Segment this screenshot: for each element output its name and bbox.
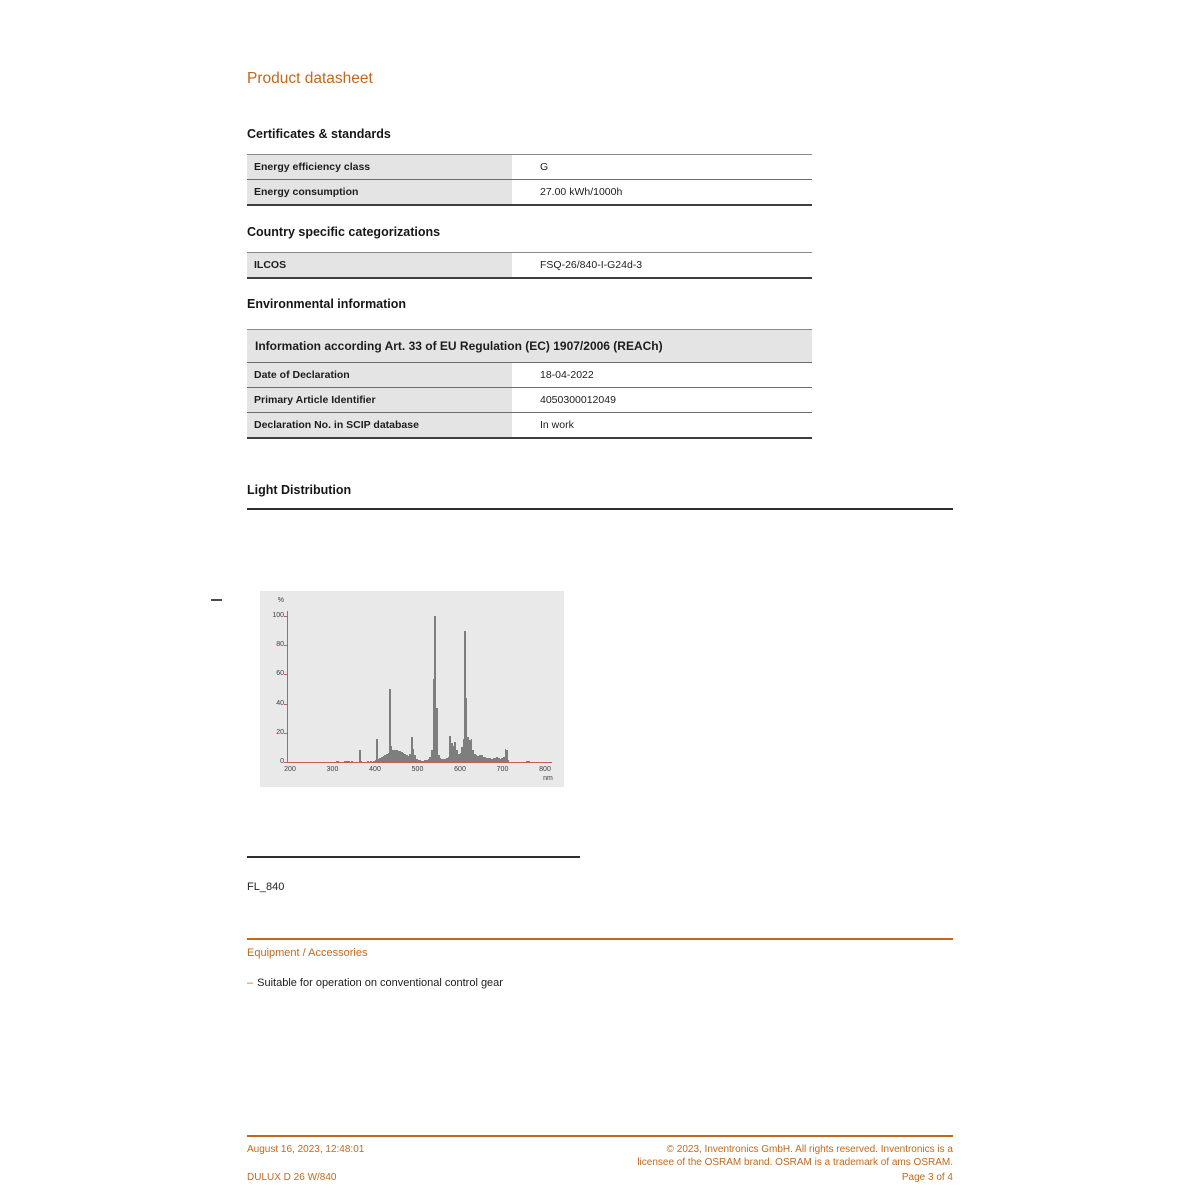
row-value: 27.00 kWh/1000h xyxy=(540,186,623,198)
table-row xyxy=(247,412,812,437)
country-table xyxy=(247,252,812,279)
x-tick-label: 500 xyxy=(411,766,424,773)
y-tick-mark xyxy=(284,616,287,617)
row-value: 18-04-2022 xyxy=(540,369,594,381)
light-distribution-heading: Light Distribution xyxy=(247,483,352,497)
y-tick-label: 80 xyxy=(276,641,284,649)
y-tick-mark xyxy=(284,645,287,646)
footer-copyright xyxy=(533,1143,953,1169)
row-value: G xyxy=(540,161,549,173)
table-row xyxy=(247,387,812,412)
row-value: In work xyxy=(540,419,574,431)
page-title: Product datasheet xyxy=(247,70,373,87)
row-value: FSQ-26/840-I-G24d-3 xyxy=(540,259,643,271)
equipment-item-text: Suitable for operation on conventional control gear xyxy=(257,977,503,989)
row-label: Primary Article Identifier xyxy=(247,388,512,412)
footer-date: August 16, 2023, 12:48:01 xyxy=(247,1144,365,1155)
y-tick-label: 20 xyxy=(276,728,284,736)
x-tick-label: 700 xyxy=(496,766,509,773)
y-axis-unit: % xyxy=(277,597,284,604)
y-axis-line xyxy=(287,611,288,763)
table-row xyxy=(247,179,812,204)
y-tick-mark xyxy=(284,733,287,734)
spectrum-bar xyxy=(508,760,510,762)
caption-divider xyxy=(247,856,580,858)
table-row xyxy=(247,363,812,387)
y-tick-label: 0 xyxy=(280,758,284,765)
footer-product: DULUX D 26 W/840 xyxy=(247,1172,337,1183)
equipment-heading: Equipment / Accessories xyxy=(247,947,368,959)
spectral-distribution-chart xyxy=(260,591,564,787)
environmental-heading: Environmental information xyxy=(247,297,407,311)
reach-subheading: Information according Art. 33 of EU Regulation (EC) 1907/2006 (REACh) xyxy=(247,330,812,363)
row-label: Energy efficiency class xyxy=(247,155,512,179)
footer-copyright-line2: licensee of the OSRAM brand. OSRAM is a trademark of ams OSRAM. xyxy=(637,1157,953,1168)
row-value: 4050300012049 xyxy=(540,394,616,406)
y-tick-mark xyxy=(284,704,287,705)
spectrum-bar xyxy=(361,761,363,762)
y-tick-mark xyxy=(284,762,287,763)
chart-caption: FL_840 xyxy=(247,881,285,893)
certificates-table xyxy=(247,154,812,206)
y-tick-label: 60 xyxy=(276,670,284,678)
row-label: Date of Declaration xyxy=(247,363,512,387)
y-tick-mark xyxy=(284,674,287,675)
table-row xyxy=(247,155,812,179)
certificates-heading: Certificates & standards xyxy=(247,127,391,141)
environmental-table xyxy=(247,329,812,439)
spectrum-bar xyxy=(337,761,339,762)
equipment-divider xyxy=(247,938,953,940)
chart-list-dash xyxy=(211,599,222,601)
bullet-dash: – xyxy=(247,977,254,989)
spectrum-bar xyxy=(348,761,350,762)
spectrum-bar xyxy=(528,761,530,762)
footer-divider xyxy=(247,1135,953,1137)
spectrum-bar xyxy=(351,761,353,762)
y-tick-label: 40 xyxy=(276,699,284,707)
x-tick-label: 200 xyxy=(284,766,296,773)
x-tick-label: 800 xyxy=(539,766,551,773)
x-axis-unit: nm xyxy=(543,775,553,782)
x-tick-label: 300 xyxy=(326,766,339,773)
x-tick-label: 400 xyxy=(369,766,381,773)
row-label: Declaration No. in SCIP database xyxy=(247,413,512,437)
x-tick-label: 600 xyxy=(454,766,466,773)
spectrum-bar xyxy=(370,761,372,762)
country-heading: Country specific categorizations xyxy=(247,225,441,239)
y-tick-label: 100 xyxy=(272,612,284,619)
row-label: Energy consumption xyxy=(247,180,512,204)
footer-copyright-line1: © 2023, Inventronics GmbH. All rights reserved. Inventronics is a xyxy=(666,1144,953,1155)
row-label: ILCOS xyxy=(247,253,512,277)
x-axis-line xyxy=(287,762,552,763)
section-divider xyxy=(247,508,953,510)
spectrum-bar xyxy=(367,761,369,762)
table-row xyxy=(247,253,812,277)
footer-page-number: Page 3 of 4 xyxy=(901,1172,953,1183)
equipment-item xyxy=(247,977,503,989)
